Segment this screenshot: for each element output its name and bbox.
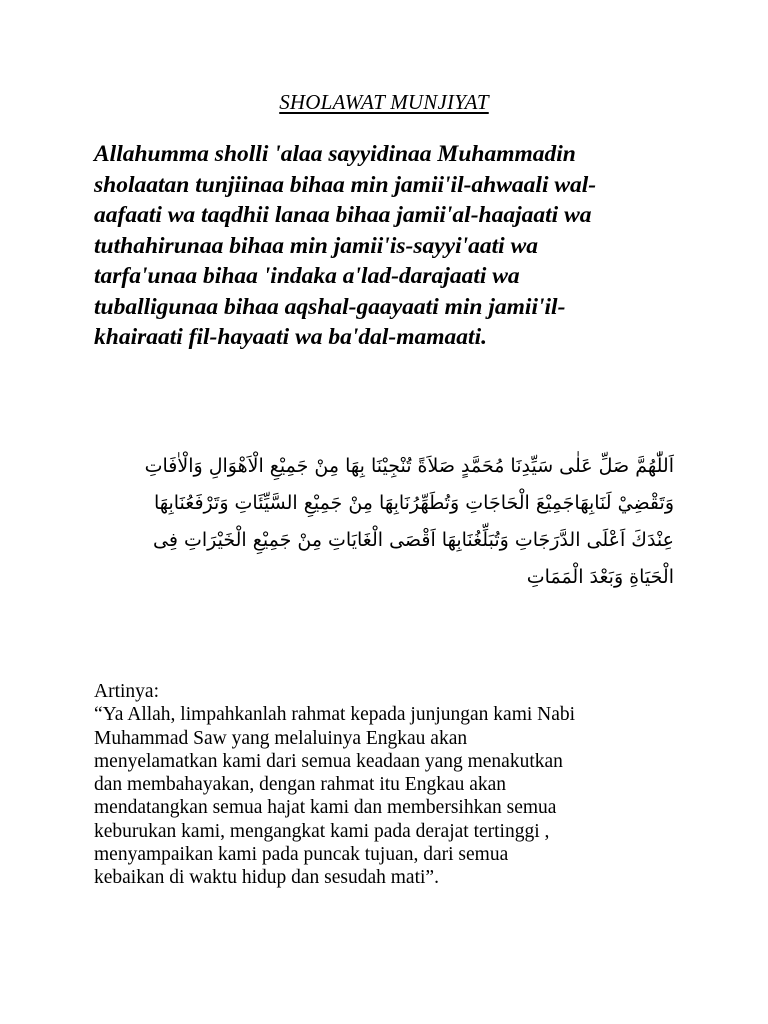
document-title: SHOLAWAT MUNJIYAT [279, 90, 489, 114]
transliteration-line: sholaatan tunjiinaa bihaa min jamii'il-ahwaali wal- [94, 171, 597, 198]
arabic-line: اَللّٰهُمَّ صَلِّ عَلٰى سَيِّدِنَا مُحَمَّدٍ صَلاَةً تُنْجِيْنَا بِهَا مِنْ جَمِيْعِ الْاَهْوَالِ وَالْاٰفَاتِ [144, 455, 674, 477]
arabic-text-paragraph [96, 448, 674, 596]
translation-line: Muhammad Saw yang melaluinya Engkau akan [94, 727, 468, 749]
arabic-line: وَتَقْضِيْ لَنَابِهَاجَمِيْعَ الْحَاجَاتِ وَتُطَهِّرُنَابِهَا مِنْ جَمِيْعِ السَّيِّئَاتِ وَتَرْفَعُنَابِهَا [153, 492, 674, 514]
transliteration-line: Allahumma sholli 'alaa sayyidinaa Muhammadin [94, 141, 576, 167]
arabic-line: الْحَيَاةِ وَبَعْدَ الْمَمَاتِ [526, 566, 674, 588]
transliteration-paragraph [94, 139, 654, 353]
translation-line: menyampaikan kami pada puncak tujuan, dari semua [94, 844, 509, 866]
translation-line: menyelamatkan kami dari semua keadaan yang menakutkan [94, 750, 563, 772]
transliteration-line: khairaati fil-hayaati wa ba'dal-mamaati. [94, 324, 487, 350]
transliteration-line: aafaati wa taqdhii lanaa bihaa jamii'al-haajaati wa [94, 202, 592, 228]
translation-line: keburukan kami, mengangkat kami pada derajat tertinggi , [94, 820, 550, 842]
translation-line: mendatangkan semua hajat kami dan membersihkan semua [94, 797, 557, 819]
transliteration-line: tarfa'unaa bihaa 'indaka a'lad-darajaati wa [94, 263, 520, 289]
transliteration-line: tuballigunaa bihaa aqshal-gaayaati min jamii'il- [94, 293, 566, 320]
translation-line: kebaikan di waktu hidup dan sesudah mati”. [94, 867, 439, 889]
transliteration-line: tuthahirunaa bihaa min jamii'is-sayyi'aati wa [94, 232, 538, 259]
translation-heading: Artinya: [94, 681, 159, 702]
translation-line: “Ya Allah, limpahkanlah rahmat kepada junjungan kami Nabi [94, 704, 576, 726]
translation-paragraph [94, 680, 694, 890]
arabic-line: عِنْدَكَ اَعْلَى الدَّرَجَاتِ وَتُبَلِّغُنَابِهَا اَقْصَى الْغَايَاتِ مِنْ جَمِيْعِ الْخَيْرَاتِ فِى [153, 529, 674, 551]
translation-line: dan membahayakan, dengan rahmat itu Engkau akan [94, 774, 507, 796]
